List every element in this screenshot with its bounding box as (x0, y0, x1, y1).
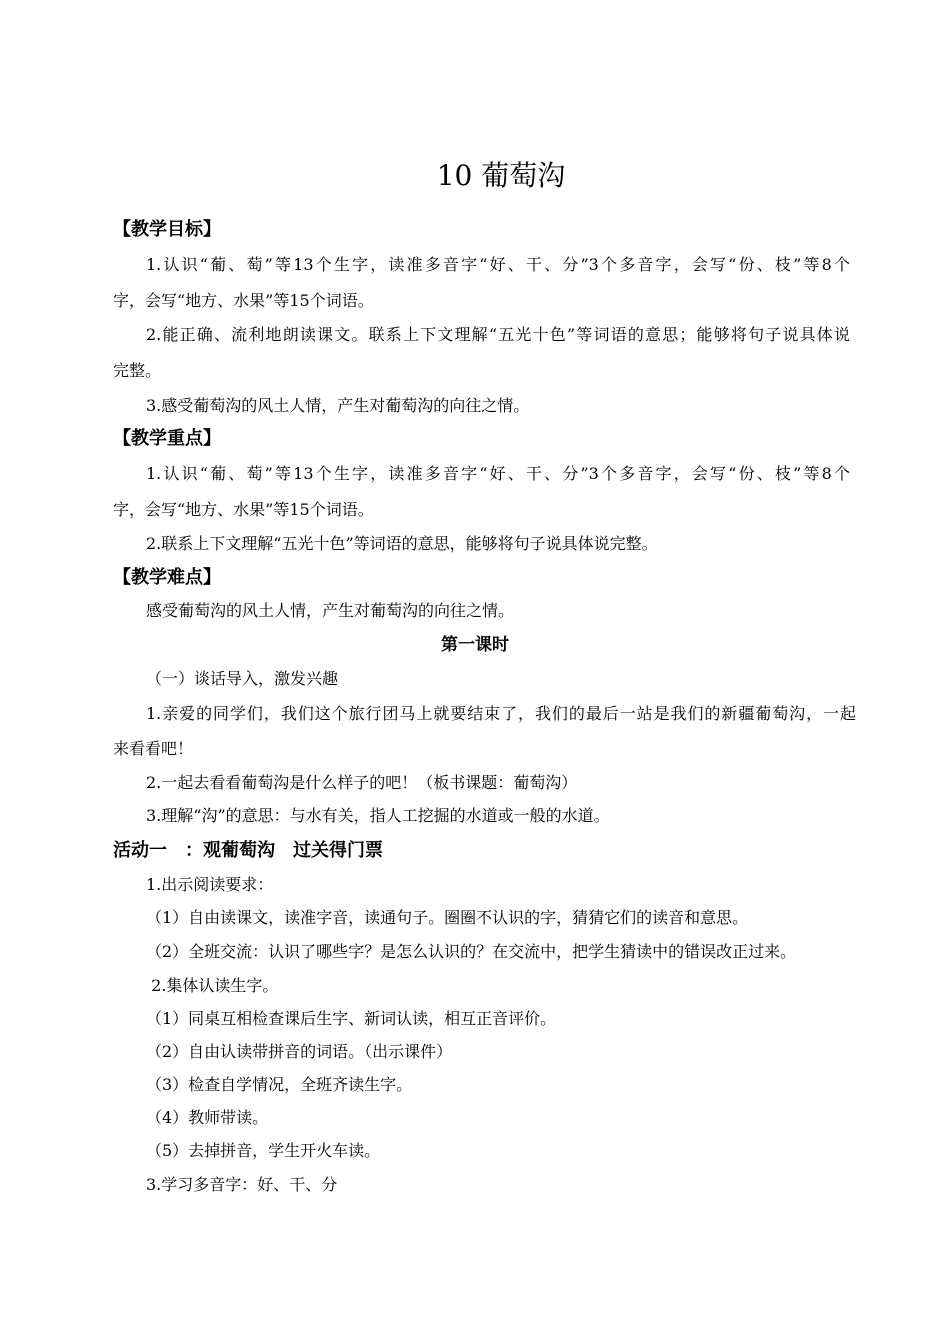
key-point-1-line-1: 1.认识“葡、萄”等13个生字，读准多音字“好、干、分”3个多音字，会写“份、枝”等8个 (146, 464, 850, 483)
lesson-part-1: （一）谈话导入，激发兴趣 (146, 669, 339, 688)
key-points-heading: 【教学重点】 (113, 428, 221, 449)
activity-1-step-1a: （1）自由读课文，读准字音，读通句子。圈圈不认识的字，猜猜它们的读音和意思。 (146, 908, 749, 927)
activity-1-step-1: 1.出示阅读要求： (146, 875, 274, 894)
objective-2-line-1: 2.能正确、流利地朗读课文。联系上下文理解“五光十色”等词语的意思；能够将句子说具体说 (146, 325, 850, 344)
activity-1-step-1b: （2）全班交流：认识了哪些字？是怎么认识的？在交流中，把学生猜读中的错误改正过来。 (146, 942, 797, 961)
objectives-heading: 【教学目标】 (113, 219, 221, 240)
lesson-para-3: 3.理解“沟”的意思：与水有关，指人工挖掘的水道或一般的水道。 (146, 806, 610, 825)
page-title: 10 葡萄沟 (436, 159, 566, 192)
difficulties-heading: 【教学难点】 (113, 567, 221, 588)
activity-1-step-2e: （5）去掉拼音，学生开火车读。 (146, 1141, 381, 1160)
activity-1-step-2: 2.集体认读生字。 (146, 976, 279, 995)
key-point-2: 2.联系上下文理解“五光十色”等词语的意思，能够将句子说具体说完整。 (146, 534, 658, 553)
activity-1-step-2c: （3）检查自学情况，全班齐读生字。 (146, 1075, 413, 1094)
activity-1-step-2d: （4）教师带读。 (146, 1108, 269, 1127)
activity-1-step-2b: （2）自由认读带拼音的词语。（出示课件） (146, 1042, 453, 1061)
activity-1-step-2a: （1）同桌互相检查课后生字、新词认读，相互正音评价。 (146, 1009, 557, 1028)
lesson-para-1-line-2: 来看看吧！ (113, 739, 194, 758)
objective-2-line-2: 完整。 (113, 361, 162, 380)
lesson-para-1-line-1: 1.亲爱的同学们，我们这个旅行团马上就要结束了，我们的最后一站是我们的新疆葡萄沟，一起 (146, 704, 856, 723)
key-point-1-line-2: 字，会写“地方、水果”等15个词语。 (113, 500, 374, 519)
objective-1-line-2: 字，会写“地方、水果”等15个词语。 (113, 291, 374, 310)
activity-1-heading: 活动一 ：观葡萄沟 过关得门票 (113, 840, 383, 861)
lesson-heading: 第一课时 (441, 635, 509, 655)
objective-1-line-1: 1.认识“葡、萄”等13个生字，读准多音字“好、干、分”3个多音字，会写“份、枝”等8个 (146, 255, 850, 274)
lesson-para-2: 2.一起去看看葡萄沟是什么样子的吧！（板书课题：葡萄沟） (146, 773, 578, 792)
difficulty-1: 感受葡萄沟的风土人情，产生对葡萄沟的向往之情。 (146, 601, 515, 620)
objective-3: 3.感受葡萄沟的风土人情，产生对葡萄沟的向往之情。 (146, 396, 530, 415)
activity-1-step-3: 3.学习多音字：好、干、分 (146, 1175, 338, 1194)
